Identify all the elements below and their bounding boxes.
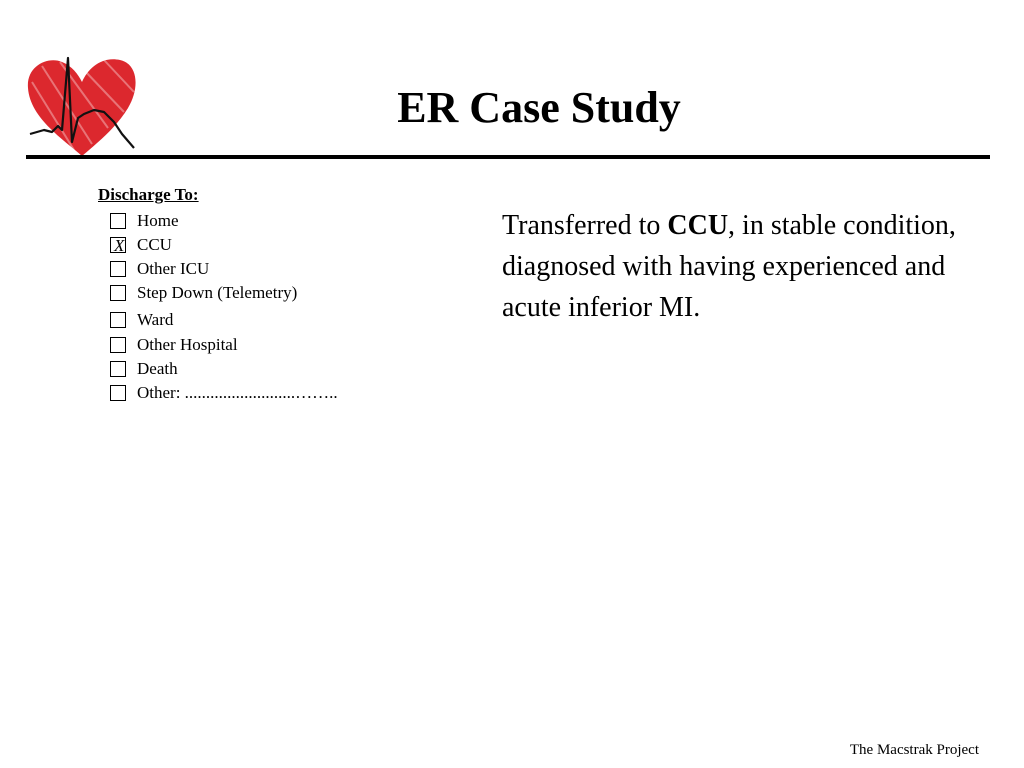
checkbox-checked[interactable] (110, 237, 126, 253)
x-mark-icon: X (114, 236, 125, 255)
summary-suffix: , in stable condition, diagnosed with having experienced and acute inferior MI. (502, 210, 956, 323)
option-label: Ward (137, 310, 174, 329)
checkbox[interactable] (110, 285, 126, 301)
checkbox[interactable] (110, 385, 126, 401)
case-summary (502, 205, 972, 328)
summary-emphasis: CCU (667, 210, 729, 241)
checkbox[interactable] (110, 213, 126, 229)
option-label: Home (137, 211, 179, 230)
checkbox[interactable] (110, 312, 126, 328)
checkbox[interactable] (110, 337, 126, 353)
discharge-heading: Discharge To: (98, 185, 199, 204)
option-label: Step Down (Telemetry) (137, 283, 298, 302)
title-divider (26, 155, 990, 159)
option-label: Other Hospital (137, 335, 238, 354)
slide-title: ER Case Study (397, 83, 681, 132)
option-label: Other: ..........................…….. (137, 383, 338, 402)
footer-credit: The Macstrak Project (849, 742, 979, 758)
option-label: CCU (137, 235, 172, 254)
summary-prefix: Transferred to (502, 210, 668, 241)
checkbox[interactable] (110, 361, 126, 377)
option-label: Death (137, 359, 178, 378)
checkbox[interactable] (110, 261, 126, 277)
option-label: Other ICU (137, 259, 210, 278)
